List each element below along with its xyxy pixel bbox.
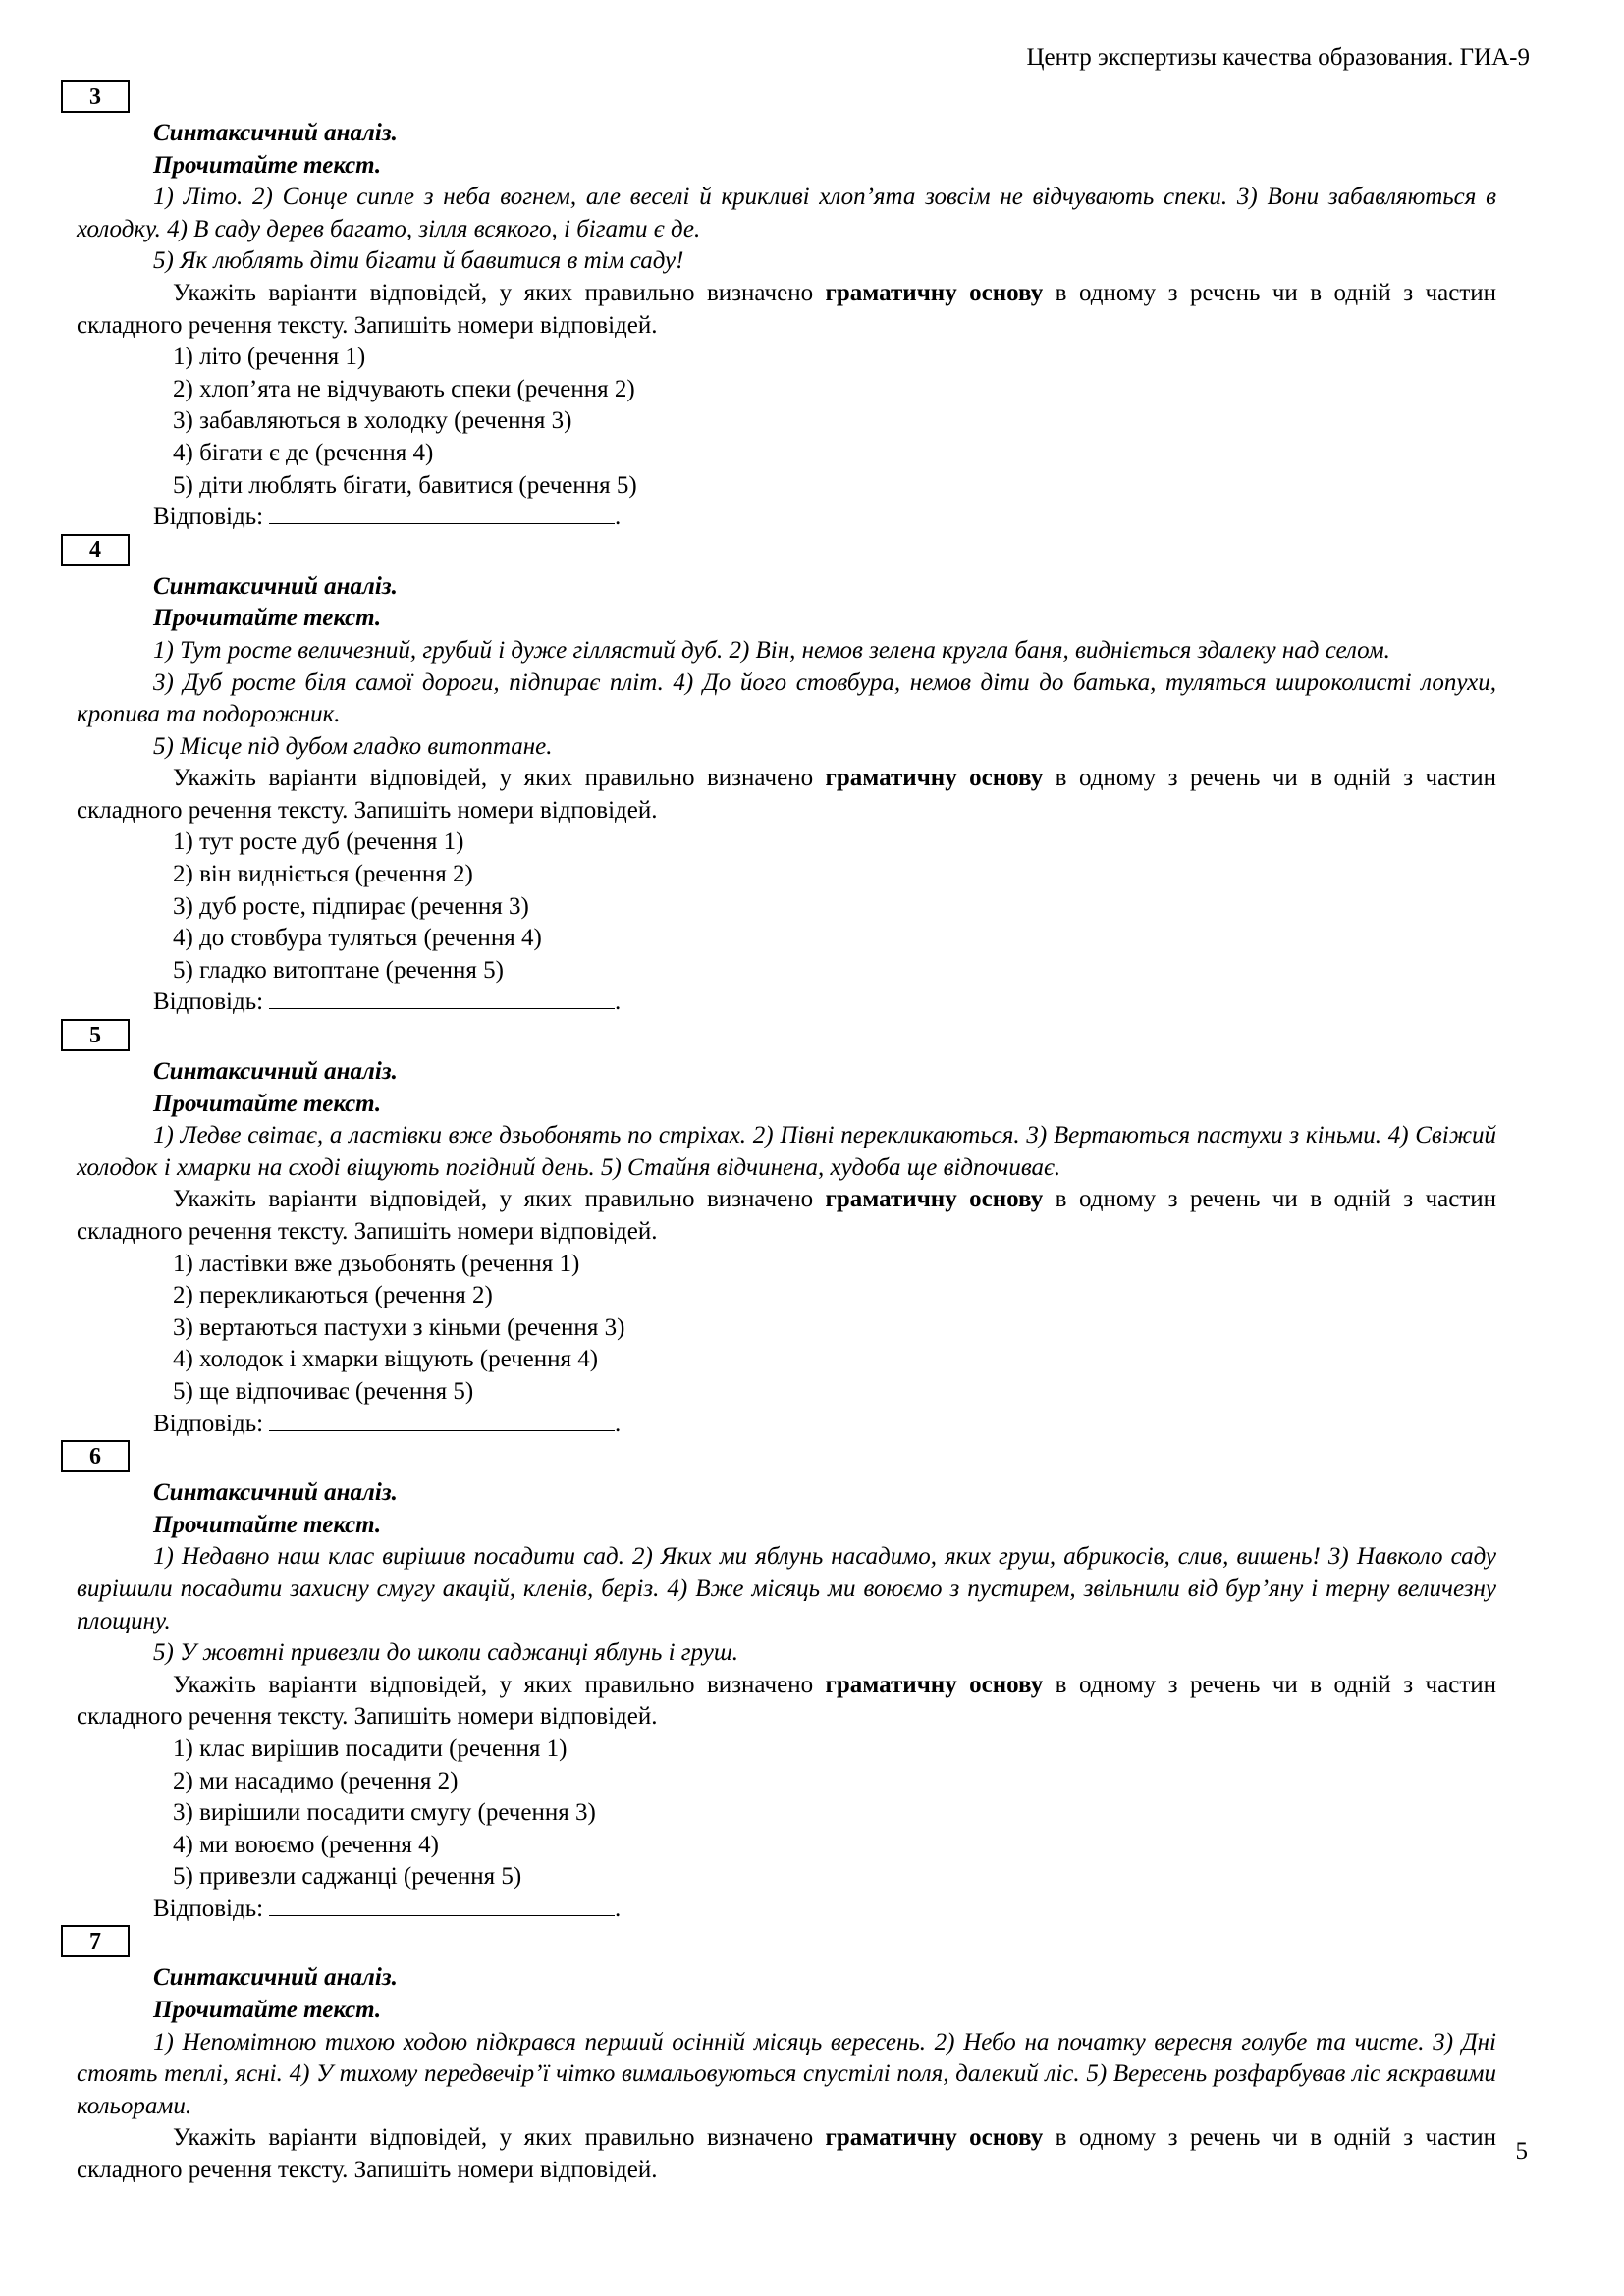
option-item: 5) гладко витоптане (речення 5): [173, 956, 504, 984]
task-instruction: Укажіть варіанти відповідей, у яких правильно визначено граматичну основу в одному з речень чи в одній з частин складного речення тексту. Запишіть номери відповідей.: [77, 1671, 1497, 1731]
option-item: 5) діти люблять бігати, бавитися (речення 5): [173, 471, 637, 499]
option-item: 4) бігати є де (речення 4): [173, 439, 434, 466]
task-instruction: Укажіть варіанти відповідей, у яких правильно визначено граматичну основу в одному з речень чи в одній з частин складного речення тексту. Запишіть номери відповідей.: [77, 2124, 1497, 2184]
task-instruction: Укажіть варіанти відповідей, у яких правильно визначено граматичну основу в одному з речень чи в одній з частин складного речення тексту. Запишіть номери відповідей.: [77, 279, 1497, 339]
option-item: 2) хлоп’ята не відчувають спеки (речення 2): [173, 375, 635, 402]
option-item: 2) ми насадимо (речення 2): [173, 1767, 459, 1794]
answer-label: Відповідь:: [153, 504, 264, 531]
task-number-box: 3: [61, 80, 130, 113]
passage-paragraph: 5) У жовтні привезли до школи саджанці яблунь і груш.: [153, 1639, 738, 1667]
answer-row: Відповідь: .: [153, 1410, 622, 1437]
option-item: 5) ще відпочиває (речення 5): [173, 1377, 474, 1405]
task-4: [77, 534, 1496, 1019]
task-7: [77, 1925, 1496, 2186]
passage-paragraph: 1) Тут росте величезний, грубий і дуже гіллястий дуб. 2) Він, немов зелена кругла баня, видніється здалеку над селом.: [153, 636, 1390, 664]
instruction-emphasis: граматичну основу: [825, 765, 1044, 792]
option-item: 1) клас вирішив посадити (речення 1): [173, 1735, 568, 1762]
answer-options: [77, 1249, 1496, 1409]
passage-paragraph: 3) Дуб росте біля самої дороги, підпирає пліт. 4) До його стовбура, немов діти до батька, туляться широколисті лопухи, кропива та подорожник.: [77, 668, 1496, 728]
answer-blank[interactable]: [269, 987, 615, 1009]
passage-paragraph: 5) Як люблять діти бігати й бавитися в тім саду!: [153, 247, 684, 275]
answer-row: Відповідь: .: [153, 1895, 622, 1922]
answer-row: Відповідь: .: [153, 504, 622, 531]
task-heading-analysis: Синтаксичний аналіз.: [153, 1479, 398, 1507]
option-item: 2) він видніється (речення 2): [173, 861, 473, 888]
answer-options: [77, 342, 1496, 502]
option-item: 4) до стовбура туляться (речення 4): [173, 925, 542, 952]
answer-label: Відповідь:: [153, 1410, 264, 1437]
option-item: 1) тут росте дуб (речення 1): [173, 828, 464, 856]
option-item: 4) холодок і хмарки віщують (речення 4): [173, 1346, 599, 1373]
instruction-emphasis: граматичну основу: [825, 1186, 1044, 1213]
option-item: 1) ластівки вже дзьобонять (речення 1): [173, 1250, 580, 1277]
task-heading-read: Прочитайте текст.: [153, 151, 382, 179]
option-item: 5) привезли саджанці (речення 5): [173, 1863, 522, 1891]
answer-blank[interactable]: [269, 1894, 615, 1916]
task-heading-read: Прочитайте текст.: [153, 605, 382, 632]
answer-options: [77, 1734, 1496, 1894]
passage-paragraph: 1) Непомітною тихою ходою підкрався перший осінній місяць вересень. 2) Небо на початку вересня голубе та чисте. 3) Дні стоять теплі, ясні. 4) У тихому передвечір’ї чітко вимальовуються спустілі поля, далекий ліс. 5) Вересень розфарбував ліс яскравими кольорами.: [77, 2028, 1496, 2119]
answer-blank[interactable]: [269, 502, 615, 524]
option-item: 1) літо (речення 1): [173, 344, 366, 371]
task-heading-analysis: Синтаксичний аналіз.: [153, 1964, 398, 1992]
passage-paragraph: 1) Літо. 2) Сонце сипле з неба вогнем, але веселі й крикливі хлоп’ята зовсім не відчувають спеки. 3) Вони забавляються в холодку. 4) В саду дерев багато, зілля всякого, і бігати є де.: [77, 184, 1496, 242]
task-heading-analysis: Синтаксичний аналіз.: [153, 572, 398, 600]
task-6: [77, 1440, 1496, 1925]
task-heading-analysis: Синтаксичний аналіз.: [153, 120, 398, 146]
passage-paragraph: 1) Ледве світає, а ластівки вже дзьобонять по стріхах. 2) Півні перекликаються. 3) Вертаються пастухи з кіньми. 4) Свіжий холодок і хмарки на сході віщують погідний день. 5) Стайня відчинена, худоба ще відпочиває.: [77, 1122, 1496, 1181]
page-number: 5: [1515, 2138, 1528, 2164]
answer-blank[interactable]: [269, 1409, 615, 1431]
task-3: [77, 80, 1496, 534]
answer-row: Відповідь: .: [153, 988, 622, 1016]
task-number-box: 6: [61, 1440, 130, 1472]
task-number-box: 5: [61, 1019, 130, 1051]
instruction-emphasis: граматичну основу: [825, 2124, 1044, 2152]
task-number-box: 7: [61, 1925, 130, 1957]
task-heading-read: Прочитайте текст.: [153, 1997, 382, 2024]
answer-options: [77, 827, 1496, 987]
option-item: 3) вертаються пастухи з кіньми (речення 3): [173, 1313, 625, 1341]
task-heading-read: Прочитайте текст.: [153, 1511, 382, 1538]
option-item: 3) вирішили посадити смугу (речення 3): [173, 1799, 596, 1827]
option-item: 3) забавляються в холодку (речення 3): [173, 407, 572, 435]
passage-paragraph: 5) Місце під дубом гладко витоптане.: [153, 732, 553, 760]
option-item: 4) ми воюємо (речення 4): [173, 1831, 439, 1858]
page-header: Центр экспертизы качества образования. ГИА-9: [1026, 44, 1530, 71]
passage-paragraph: 1) Недавно наш клас вирішив посадити сад. 2) Яких ми яблунь насадимо, яких груш, абрикосів, слив, вишень! 3) Навколо саду вирішили посадити захисну смугу акацій, кленів, беріз. 4) Вже місяць ми воюємо з пустирем, звільнили від бур’яну і терну величезну площину.: [77, 1543, 1496, 1634]
task-number-box: 4: [61, 534, 130, 566]
task-heading-read: Прочитайте текст.: [153, 1090, 382, 1117]
answer-label: Відповідь:: [153, 988, 264, 1016]
task-instruction: Укажіть варіанти відповідей, у яких правильно визначено граматичну основу в одному з речень чи в одній з частин складного речення тексту. Запишіть номери відповідей.: [77, 1186, 1497, 1245]
option-item: 2) перекликаються (речення 2): [173, 1282, 493, 1309]
task-instruction: Укажіть варіанти відповідей, у яких правильно визначено граматичну основу в одному з речень чи в одній з частин складного речення тексту. Запишіть номери відповідей.: [77, 765, 1497, 824]
document-body: [77, 80, 1496, 2187]
task-5: [77, 1019, 1496, 1440]
answer-label: Відповідь:: [153, 1895, 264, 1922]
instruction-emphasis: граматичну основу: [825, 279, 1044, 306]
instruction-emphasis: граматичну основу: [825, 1671, 1044, 1698]
option-item: 3) дуб росте, підпирає (речення 3): [173, 892, 529, 920]
task-heading-analysis: Синтаксичний аналіз.: [153, 1058, 398, 1086]
